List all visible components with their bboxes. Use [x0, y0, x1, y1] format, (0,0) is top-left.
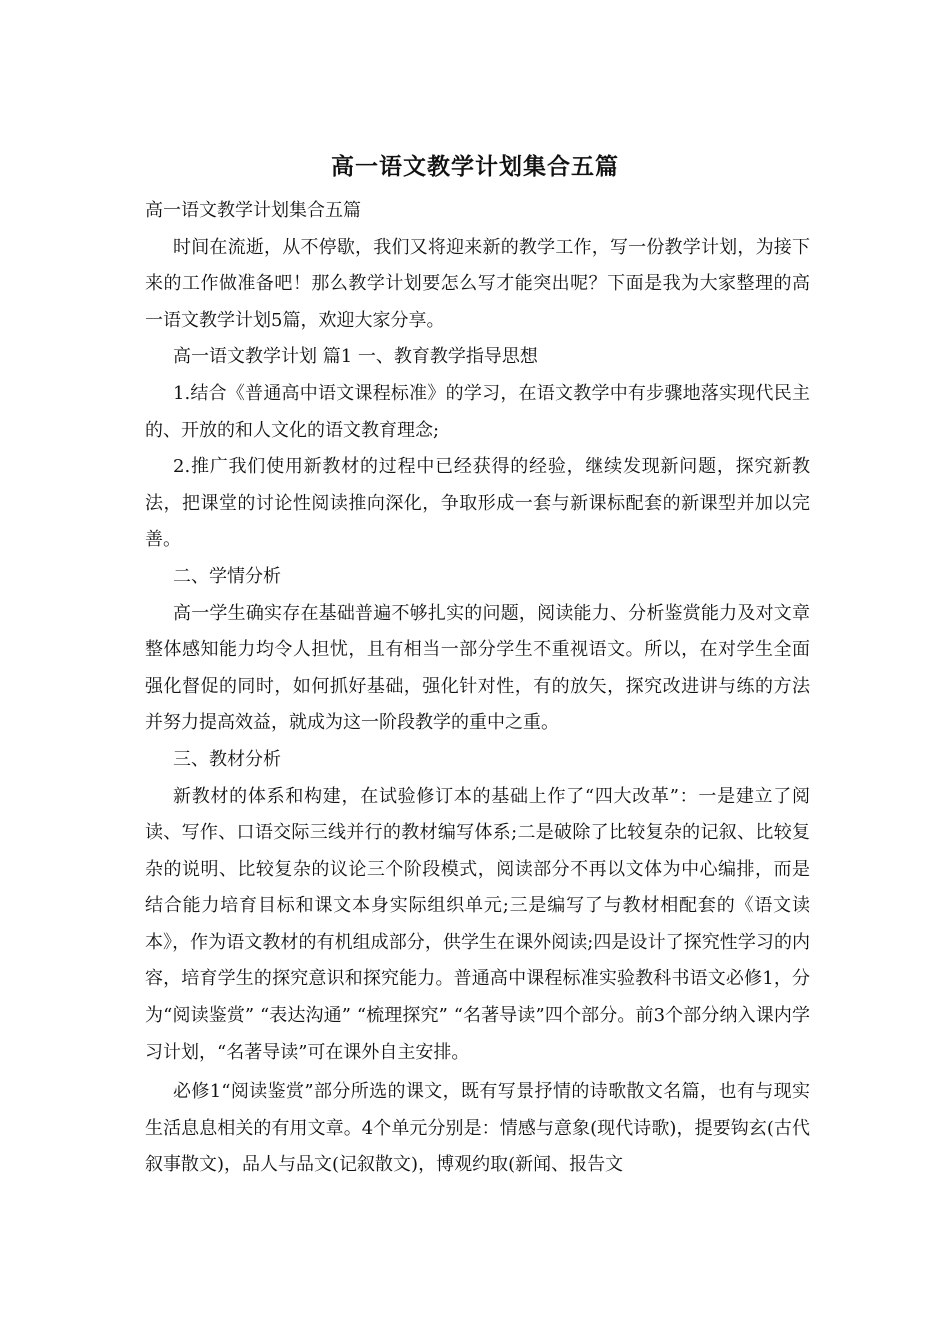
paragraph-section-heading-2: 二、学情分析: [173, 565, 281, 587]
paragraph-item-2: 2.推广我们使用新教材的过程中已经获得的经验，继续发现新问题，探究新教法，把课堂的讨论性阅读推向深化，争取形成一套与新课标配套的新课型并加以完善。: [145, 456, 810, 551]
paragraph-section-heading-1: 高一语文教学计划 篇1 一、教育教学指导思想: [173, 346, 538, 368]
paragraph-item-1: 1.结合《普通高中语文课程标准》的学习，在语文教学中有步骤地落实现代民主的、开放的和人文化的语文教育理念;: [145, 382, 810, 441]
paragraph-required-course: 必修1“阅读鉴赏”部分所选的课文，既有写景抒情的诗歌散文名篇，也有与现实生活息息相关的有用文章。4个单元分别是：情感与意象(现代诗歌)，提要钩玄(古代叙事散文)，品人与品文(记叙散文)，博观约取(新闻、报告文: [145, 1081, 810, 1176]
paragraph-subtitle: 高一语文教学计划集合五篇: [145, 200, 361, 221]
paragraph-student-analysis: 高一学生确实存在基础普遍不够扎实的问题，阅读能力、分析鉴赏能力及对文章整体感知能力均令人担忧，且有相当一部分学生不重视语文。所以，在对学生全面强化督促的同时，如何抓好基础，强化针对性，有的放矢，探究改进讲与练的方法并努力提高效益，就成为这一阶段教学的重中之重。: [145, 602, 810, 734]
paragraph-textbook-analysis: 新教材的体系和构建，在试验修订本的基础上作了“四大改革”：一是建立了阅读、写作、口语交际三线并行的教材编写体系;二是破除了比较复杂的记叙、比较复杂的说明、比较复杂的议论三个阶段模式，阅读部分不再以文体为中心编排，而是结合能力培育目标和课文本身实际组织单元;三是编写了与教材相配套的《语文读本》，作为语文教材的有机组成部分，供学生在课外阅读;四是设计了探究性学习的内容，培育学生的探究意识和探究能力。普通高中课程标准实验教科书语文必修1，分为“阅读鉴赏” “表达沟通” “梳理探究” “名著导读”四个部分。前3个部分纳入课内学习计划，“名著导读”可在课外自主安排。: [145, 785, 810, 1063]
paragraph-section-heading-3: 三、教材分析: [173, 748, 281, 770]
paragraph-intro: 时间在流逝，从不停歇，我们又将迎来新的教学工作，写一份教学计划，为接下来的工作做准备吧！那么教学计划要怎么写才能突出呢？下面是我为大家整理的高一语文教学计划5篇，欢迎大家分享。: [145, 236, 810, 331]
document-title: 高一语文教学计划集合五篇: [331, 153, 619, 180]
document-body: [145, 193, 810, 1184]
